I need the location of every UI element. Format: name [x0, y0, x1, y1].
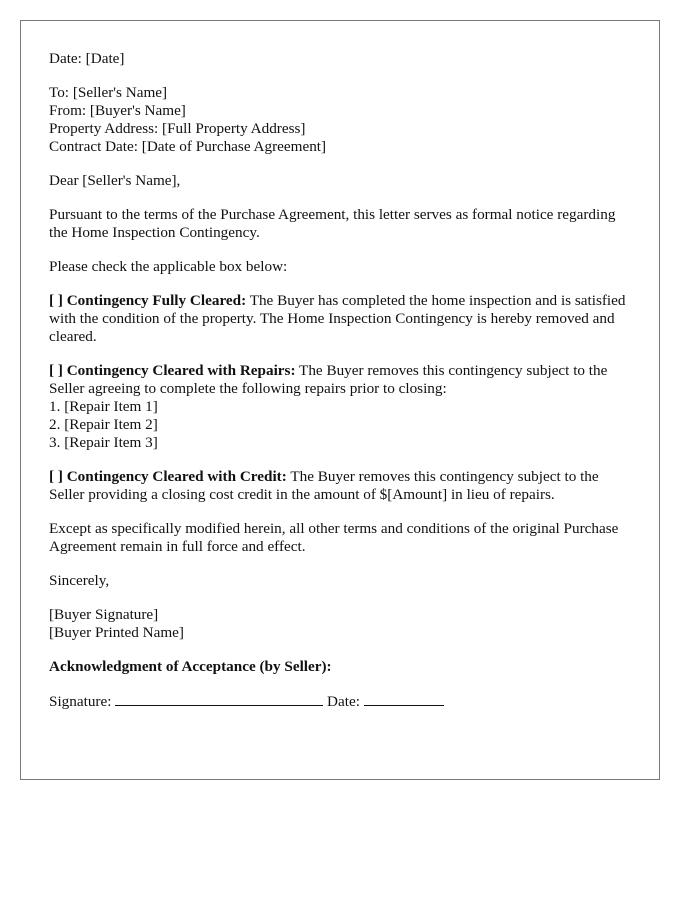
repair-item-1: 1. [Repair Item 1]	[49, 398, 158, 415]
date-line	[49, 50, 631, 68]
seller-signature-line	[49, 692, 631, 711]
option-text: The Buyer removes this contingency subject to the Seller agreeing to complete the following repairs prior to closing:	[49, 362, 608, 397]
instruction-line: Please check the applicable box below:	[49, 258, 288, 275]
date-blank[interactable]	[364, 692, 444, 706]
signature-blank[interactable]	[115, 692, 323, 706]
signature-label: Signature:	[49, 693, 112, 710]
repair-item-3: 3. [Repair Item 3]	[49, 434, 158, 451]
sign-off: Sincerely,	[49, 572, 110, 589]
option-title: Contingency Cleared with Credit:	[66, 468, 287, 485]
repair-item-2: 2. [Repair Item 2]	[49, 416, 158, 433]
date-text: Date: [Date]	[49, 50, 125, 67]
option-cleared-with-credit	[49, 468, 631, 504]
property-address-line: Property Address: [Full Property Address]	[49, 120, 306, 137]
option-fully-cleared	[49, 292, 631, 346]
buyer-signature: [Buyer Signature]	[49, 606, 159, 623]
intro-paragraph: Pursuant to the terms of the Purchase Agreement, this letter serves as formal notice regarding the Home Inspection Contingency.	[49, 206, 616, 241]
option-text: The Buyer has completed the home inspection and is satisfied with the condition of the property. The Home Inspection Contingency is hereby removed and cleared.	[49, 292, 626, 345]
address-block	[49, 84, 631, 156]
acknowledgment-heading	[49, 658, 631, 676]
option-text: The Buyer removes this contingency subject to the Seller providing a closing cost credit in the amount of $[Amount] in lieu of repairs.	[49, 468, 599, 503]
buyer-signature-block	[49, 606, 631, 642]
to-line: To: [Seller's Name]	[49, 84, 168, 101]
closing-paragraph: Except as specifically modified herein, all other terms and conditions of the original Purchase Agreement remain in full force and effect.	[49, 520, 619, 555]
from-line: From: [Buyer's Name]	[49, 102, 186, 119]
option-cleared-with-repairs	[49, 362, 631, 452]
salutation: Dear [Seller's Name],	[49, 172, 181, 189]
option-checkbox: [ ]	[49, 292, 63, 309]
buyer-printed-name: [Buyer Printed Name]	[49, 624, 184, 641]
option-title: Contingency Cleared with Repairs:	[66, 362, 296, 379]
option-checkbox: [ ]	[49, 468, 63, 485]
option-title: Contingency Fully Cleared:	[66, 292, 247, 309]
acknowledgment-heading-text: Acknowledgment of Acceptance (by Seller):	[49, 658, 332, 675]
contract-date-line: Contract Date: [Date of Purchase Agreement]	[49, 138, 327, 155]
letter-document	[20, 20, 660, 780]
option-checkbox: [ ]	[49, 362, 63, 379]
date-label: Date:	[327, 693, 360, 710]
